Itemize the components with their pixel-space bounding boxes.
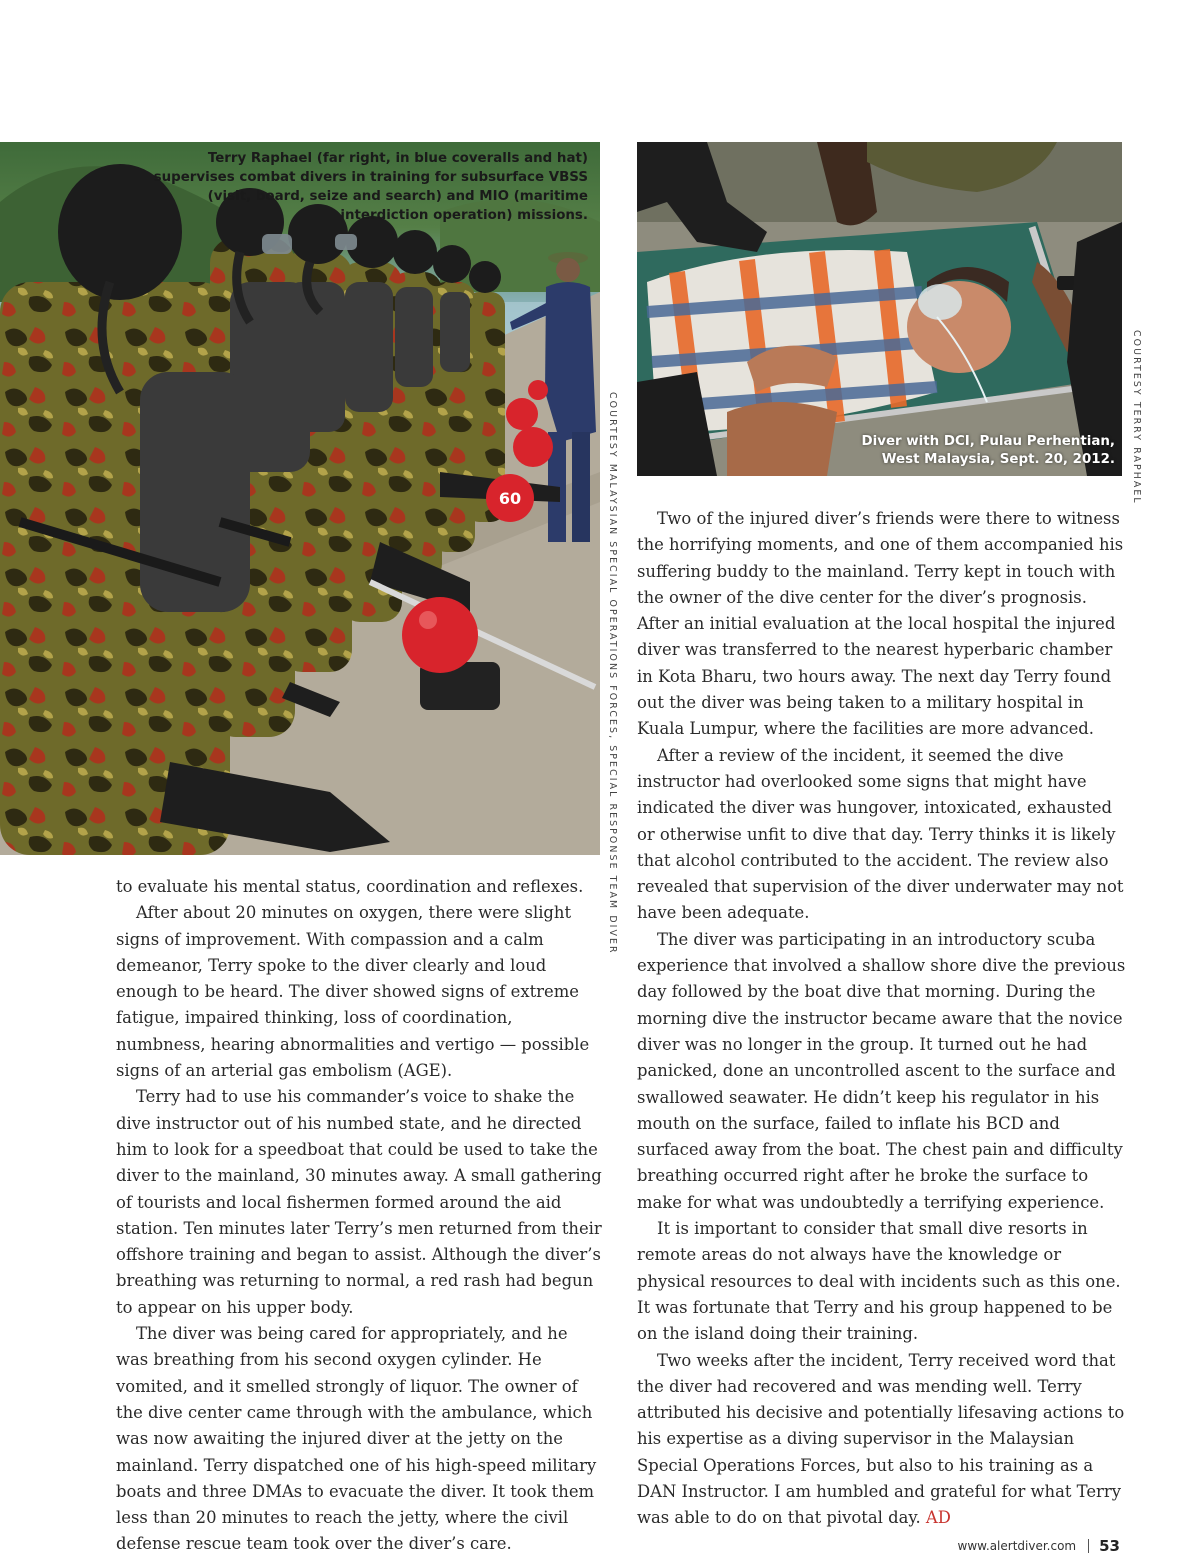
paragraph: After a review of the incident, it seemed the dive instructor had overlooked some signs that might have indicated the diver was hungover, intoxicated, exhausted or otherwise unfit to dive that day. Terry thinks it is likely that alcohol contributed to the accident. The review also revealed that supervision of the diver underwater may not have been adequate. (637, 745, 1124, 923)
photo-injured-diver (637, 142, 1122, 476)
combat-divers-illustration (0, 142, 600, 855)
paragraph: Terry had to use his commander’s voice to shake the dive instructor out of his numbed state, and he directed him to look for a speedboat that could be used to take the diver to the mainland, 30 minutes away. A small gathering of tourists and local fishermen formed around the aid station. Ten minutes later Terry’s men returned from their offshore training and began to assist. Although the diver’s breathing was returning to normal, a red rash had begun to appear on his upper body. (116, 1087, 602, 1317)
buoy-label: 60 (498, 489, 522, 508)
paragraph: It is important to consider that small dive resorts in remote areas do not always have the knowledge or physical resources to deal with incidents such as this one. It was fortunate that Terry and his group happened to be on the island doing their training. (637, 1219, 1121, 1344)
injured-diver-illustration (637, 142, 1122, 476)
end-mark: AD (925, 1508, 951, 1528)
photo-credit-left: COURTESY MALAYSIAN SPECIAL OPERATIONS FORCES, SPECIAL RESPONSE TEAM DIVER (607, 392, 618, 955)
photo-caption-right-line1: Diver with DCI, Pulau Perhentian, (861, 434, 1115, 449)
page-number: 53 (1099, 1537, 1120, 1555)
paragraph: The diver was participating in an introductory scuba experience that involved a shallow shore dive the previous day followed by the boat dive that morning. During the morning dive the instructor became aware that the novice diver was no longer in the group. It turned out he had panicked, done an uncontrolled ascent to the surface and swallowed seawater. He didn’t keep his regulator in his mouth on the surface, failed to inflate his BCD and surfaced away from the boat. The chest pain and difficulty breathing occurred right after he broke the surface to make for what was undoubtedly a terrifying experience. (637, 929, 1126, 1212)
paragraph-text: Two weeks after the incident, Terry received word that the diver had recovered and was mending well. Terry attributed his decisive and potentially lifesaving actions to his expertise as a diving supervisor in the Malaysian Special Operations Forces, but also to his training as a DAN Instructor. I am humbled and grateful for what Terry was able to do on that pivotal day. (637, 1350, 1125, 1528)
photo-caption-right-line2: West Malaysia, Sept. 20, 2012. (881, 452, 1115, 467)
photo-combat-divers (0, 142, 600, 855)
paragraph: After about 20 minutes on oxygen, there were slight signs of improvement. With compassion and a calm demeanor, Terry spoke to the diver clearly and loud enough to be heard. The diver showed signs of extreme fatigue, impaired thinking, loss of coordination, numbness, hearing abnormalities and vertigo — possible signs of an arterial gas embolism (AGE). (116, 903, 590, 1081)
photo-credit-right: COURTESY TERRY RAPHAEL (1131, 330, 1142, 505)
photo-caption-left: Terry Raphael (far right, in blue coveralls and hat) supervises combat divers in training for subsurface VBSS (visit, board, seize and search) and MIO (maritime interdiction operation) missions. (153, 151, 588, 223)
article-column-left (116, 874, 604, 1558)
paragraph: to evaluate his mental status, coordination and reflexes. (116, 877, 584, 896)
paragraph: Two of the injured diver’s friends were there to witness the horrifying moments, and one of them accompanied his suffering buddy to the mainland. Terry kept in touch with the owner of the dive center for the diver’s prognosis. After an initial evaluation at the local hospital the injured diver was transferred to the nearest hyperbaric chamber in Kota Bharu, two hours away. The next day Terry found out the diver was being taken to a military hospital in Kuala Lumpur, where the facilities are more advanced. (637, 509, 1124, 739)
article-column-right (637, 506, 1127, 1532)
paragraph: The diver was being cared for appropriately, and he was breathing from his second oxygen cylinder. He vomited, and it smelled strongly of liquor. The owner of the dive center came through with the ambulance, which was now awaiting the injured diver at the jetty on the mainland. Terry dispatched one of his high-speed military boats and three DMAs to evacuate the diver. It took them less than 20 minutes to reach the jetty, where the civil defense rescue team took over the diver’s care. (116, 1324, 597, 1554)
page-footer (958, 1537, 1120, 1555)
photo-caption-right (815, 433, 1115, 469)
footer-divider (1088, 1539, 1089, 1553)
last-paragraph (637, 1348, 1127, 1532)
footer-url[interactable]: www.alertdiver.com (957, 1539, 1077, 1553)
